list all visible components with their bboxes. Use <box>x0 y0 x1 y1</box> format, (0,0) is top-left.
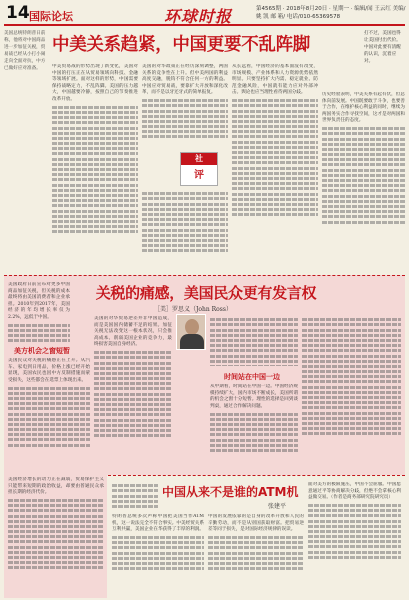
top-article-column: 历史经验表明，中美关系有起有伏，但总体向前发展。中国既要敢于斗争，也要善于合作，在维护核心利益的同时，继续为两国务实合作寻找空间，这才是对两国和世界负责任的态度。 <box>322 92 405 270</box>
atm-byline: 张建平 <box>268 503 287 510</box>
atm-column: 特朗普总统多次声称中国把美国当作ATM机，这一说法完全不符合事实。中美经贸关系互利共赢，美国企业在华获得了丰厚的利润。 <box>112 514 204 596</box>
stamp-bottom-label: 评 <box>194 170 204 181</box>
top-headline: 中美关系趋紧，中国更要不乱阵脚 <box>52 35 310 55</box>
top-article-column: 美国的对华政策正在经历深刻调整，两国关系的竞争性在上升。但中美两国的利益高度交融，脱钩不符合任何一方的利益。中国应对贸易战，要靠扩大开放和深化改革，而不是以牙还牙式的简单报复。 <box>142 64 228 150</box>
feature-subhead: 时间站在中国一边 <box>224 373 280 381</box>
feature-column <box>302 316 401 474</box>
feature-column: 美国经济增长的动力正在减弱，贸易保护主义只能带来短期的政治收益，却要由普通民众承担长期的经济代价。 <box>8 477 104 595</box>
feature-column: 美国的对华贸易逆差并非中国造成，而是美国国内储蓄不足的结果。加征关税无法改变这一根本状况，只会推高成本、削弱美国企业的竞争力，最终损害美国自身经济。 <box>94 316 172 474</box>
top-article-column <box>142 190 228 270</box>
stamp-top-label: 社 <box>181 153 217 165</box>
atm-headline: 中国从来不是谁的ATM机 <box>162 485 299 499</box>
page-number: 14 <box>6 3 30 23</box>
newspaper-logo: 环球时报 <box>164 7 233 26</box>
feature-byline: ［美］罗思义（John Ross） <box>154 306 232 313</box>
feature-continuation <box>4 475 107 598</box>
feature-column: 美国民众对关税的痛感正在上升。从汽车、家电到日用品，价格上涨已经开始显现，美国农民也因中方反制措施而蒙受损失，这些都会在选票上体现出来。 <box>8 358 90 474</box>
top-article-column: 中美贸易战的形势出现了新变化，美国对中国的打压正在从贸易领域向科技、金融等领域扩展。面对这样的形势，中国需要保持战略定力，不乱阵脚。美国的压力越大，中国越要冷静，按照自己的节奏推进改革开放。 <box>52 64 138 269</box>
author-photo <box>176 314 206 350</box>
editorial-stamp <box>180 152 218 186</box>
issue-info: 第4565期 · 2018年8月20日 · 星期一 · 编辑/闻 王云红 美编/姚 凯 邮 箱/ 电话/010-65369578 <box>256 6 406 20</box>
atm-column <box>112 482 158 518</box>
feature-column: 从中期看，时间站在中国一边。中国经济规模持续扩大，国内市场不断成长，美国所谓的机会之窗十分短暂。理性的选择是回到谈判桌，通过合作解决问题。 <box>210 384 298 474</box>
atm-column: 中国的发展依靠的是自身的改革开放和人民的辛勤劳动，而不是从别国获取财富。把贸易逆差等同于损失，是对国际经济规律的误读。 <box>208 514 304 596</box>
feature-subhead: 美方机会之窗短暂 <box>14 347 70 355</box>
top-article-column: 从长远看，中国经济的基本面没有改变，市场规模、产业体系和人力资源优势依然明显。只要坚持扩大内需、稳定就业、防范金融风险，中国就有能力应对外部冲击。舆论也应当理性看待两国分歧。 <box>232 64 318 269</box>
atm-article <box>108 475 405 598</box>
top-left-sidebar-text: 美国总统特朗普日前称，他将对中国商品进一步加征关税，贸易战已经从小打小闹走向全面对抗，中方已做好应对准备。 <box>4 31 46 71</box>
top-article <box>4 30 405 274</box>
feature-headline: 关税的痛感，美国民众更有发言权 <box>95 284 317 302</box>
feature-column <box>210 316 298 366</box>
top-right-sidebar-text: 打不过，美国也得让美国付出代价。中国对此要有清醒的认识，沉着应对。 <box>364 31 401 64</box>
atm-column: 面对美方的极限施压，中国不会屈服。中国愿意通过平等协商解决分歧，但绝不会拿核心利益做交易。（作者是商务部研究院研究员） <box>308 482 401 596</box>
section-name: 国际论坛 <box>29 10 73 23</box>
feature-column: 美国政府日前宣布对更多中国商品加征关税，但关税的成本最终将由美国消费者和企业承担。2010年到2017年，美国经济的年均增长率仅为2.2%，远低于中国。 <box>8 282 70 342</box>
feature-article <box>4 275 405 475</box>
masthead <box>4 2 405 26</box>
